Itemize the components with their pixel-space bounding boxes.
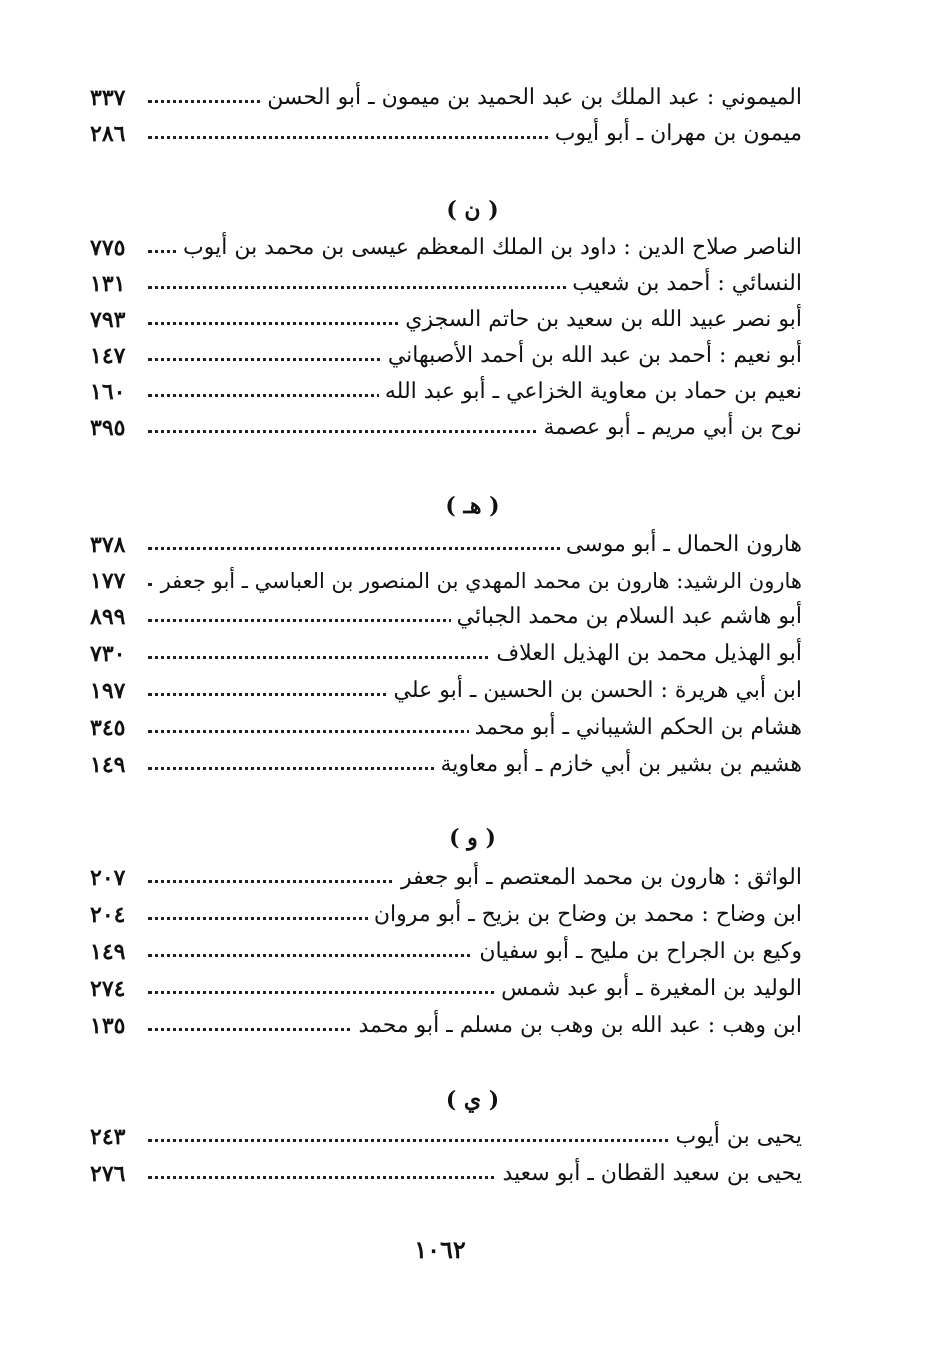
index-entry bbox=[90, 410, 802, 446]
index-entry bbox=[90, 1119, 802, 1155]
entry-name: أبو نصر عبيد الله بن سعيد بن حاتم السجزي bbox=[399, 302, 802, 338]
index-entry bbox=[90, 860, 802, 896]
entry-page-number: ٨٩٩ bbox=[90, 599, 146, 635]
section-heading-ya: ( ي ) bbox=[445, 1087, 500, 1113]
index-entry bbox=[90, 673, 802, 709]
entry-name: أبو الهذيل محمد بن الهذيل العلاف bbox=[490, 636, 802, 672]
index-entry bbox=[90, 374, 802, 410]
entry-name: وكيع بن الجراح بن مليح ـ أبو سفيان bbox=[473, 934, 802, 970]
entry-page-number: ٢٧٦ bbox=[90, 1156, 146, 1192]
index-entry bbox=[90, 302, 802, 338]
entry-name: هارون الرشيد: هارون بن محمد المهدي بن المنصور بن العباسي ـ أبو جعفر bbox=[155, 563, 802, 599]
index-entry bbox=[90, 1008, 802, 1044]
entry-page-number: ٣٧٨ bbox=[90, 527, 146, 563]
index-entry bbox=[90, 80, 802, 116]
entry-name: أبو نعيم : أحمد بن عبد الله بن أحمد الأصبهاني bbox=[382, 338, 802, 374]
entry-page-number: ٧٧٥ bbox=[90, 230, 146, 266]
entry-page-number: ١٣٥ bbox=[90, 1008, 146, 1044]
entry-page-number: ٢٧٤ bbox=[90, 971, 146, 1007]
entry-page-number: ٢٠٧ bbox=[90, 860, 146, 896]
entry-page-number: ١٦٠ bbox=[90, 374, 146, 410]
entry-name: النسائي : أحمد بن شعيب bbox=[566, 266, 802, 302]
section-heading-nun: ( ن ) bbox=[446, 197, 499, 223]
entry-name: ابن أبي هريرة : الحسن بن الحسين ـ أبو علي bbox=[387, 673, 802, 709]
index-entry bbox=[90, 747, 802, 783]
entry-name: نوح بن أبي مريم ـ أبو عصمة bbox=[537, 410, 802, 446]
entry-page-number: ١٩٧ bbox=[90, 673, 146, 709]
entry-page-number: ٧٣٠ bbox=[90, 636, 146, 672]
index-entry bbox=[90, 599, 802, 635]
index-entry bbox=[90, 934, 802, 970]
entry-name: الوليد بن المغيرة ـ أبو عبد شمس bbox=[495, 971, 802, 1007]
index-entry bbox=[90, 1156, 802, 1192]
entry-page-number: ١٤٩ bbox=[90, 934, 146, 970]
entry-page-number: ٣٩٥ bbox=[90, 410, 146, 446]
entry-page-number: ٣٣٧ bbox=[90, 80, 146, 116]
index-entry bbox=[90, 971, 802, 1007]
entry-page-number: ٢٠٤ bbox=[90, 897, 146, 933]
index-entry bbox=[90, 266, 802, 302]
entry-page-number: ٢٨٦ bbox=[90, 116, 146, 152]
index-entry bbox=[90, 116, 802, 152]
entry-name: الواثق : هارون بن محمد المعتصم ـ أبو جعفر bbox=[395, 860, 802, 896]
entry-page-number: ٢٤٣ bbox=[90, 1119, 146, 1155]
entry-name: هارون الحمال ـ أبو موسى bbox=[560, 527, 802, 563]
index-entry bbox=[90, 710, 802, 746]
entry-page-number: ١٧٧ bbox=[90, 563, 146, 599]
index-entry bbox=[90, 897, 802, 933]
entry-name: ابن وهب : عبد الله بن وهب بن مسلم ـ أبو محمد bbox=[352, 1008, 802, 1044]
entry-page-number: ١٤٩ bbox=[90, 747, 146, 783]
index-entry bbox=[90, 230, 802, 266]
page-number: ١٠٦٢ bbox=[414, 1235, 466, 1264]
entry-page-number: ١٤٧ bbox=[90, 338, 146, 374]
index-entry bbox=[90, 338, 802, 374]
index-entry bbox=[90, 563, 802, 599]
entry-page-number: ١٣١ bbox=[90, 266, 146, 302]
entry-page-number: ٣٤٥ bbox=[90, 710, 146, 746]
entry-name: هشيم بن بشير بن أبي خازم ـ أبو معاوية bbox=[434, 747, 802, 783]
entry-name: الناصر صلاح الدين : داود بن الملك المعظم عيسى بن محمد بن أيوب bbox=[177, 230, 802, 266]
entry-name: أبو هاشم عبد السلام بن محمد الجبائي bbox=[451, 599, 802, 635]
entry-name: يحيى بن أيوب bbox=[670, 1119, 802, 1155]
entry-name: يحيى بن سعيد القطان ـ أبو سعيد bbox=[497, 1156, 803, 1192]
section-heading-waw: ( و ) bbox=[449, 825, 496, 851]
entry-name: هشام بن الحكم الشيباني ـ أبو محمد bbox=[469, 710, 802, 746]
entry-name: الميموني : عبد الملك بن عبد الحميد بن ميمون ـ أبو الحسن bbox=[261, 80, 802, 116]
index-entry bbox=[90, 527, 802, 563]
index-entry bbox=[90, 636, 802, 672]
entry-name: ابن وضاح : محمد بن وضاح بن بزيح ـ أبو مروان bbox=[368, 897, 802, 933]
entry-name: ميمون بن مهران ـ أبو أيوب bbox=[549, 116, 802, 152]
entry-name: نعيم بن حماد بن معاوية الخزاعي ـ أبو عبد الله bbox=[379, 374, 802, 410]
entry-page-number: ٧٩٣ bbox=[90, 302, 146, 338]
section-heading-ha: ( هـ ) bbox=[445, 493, 500, 519]
